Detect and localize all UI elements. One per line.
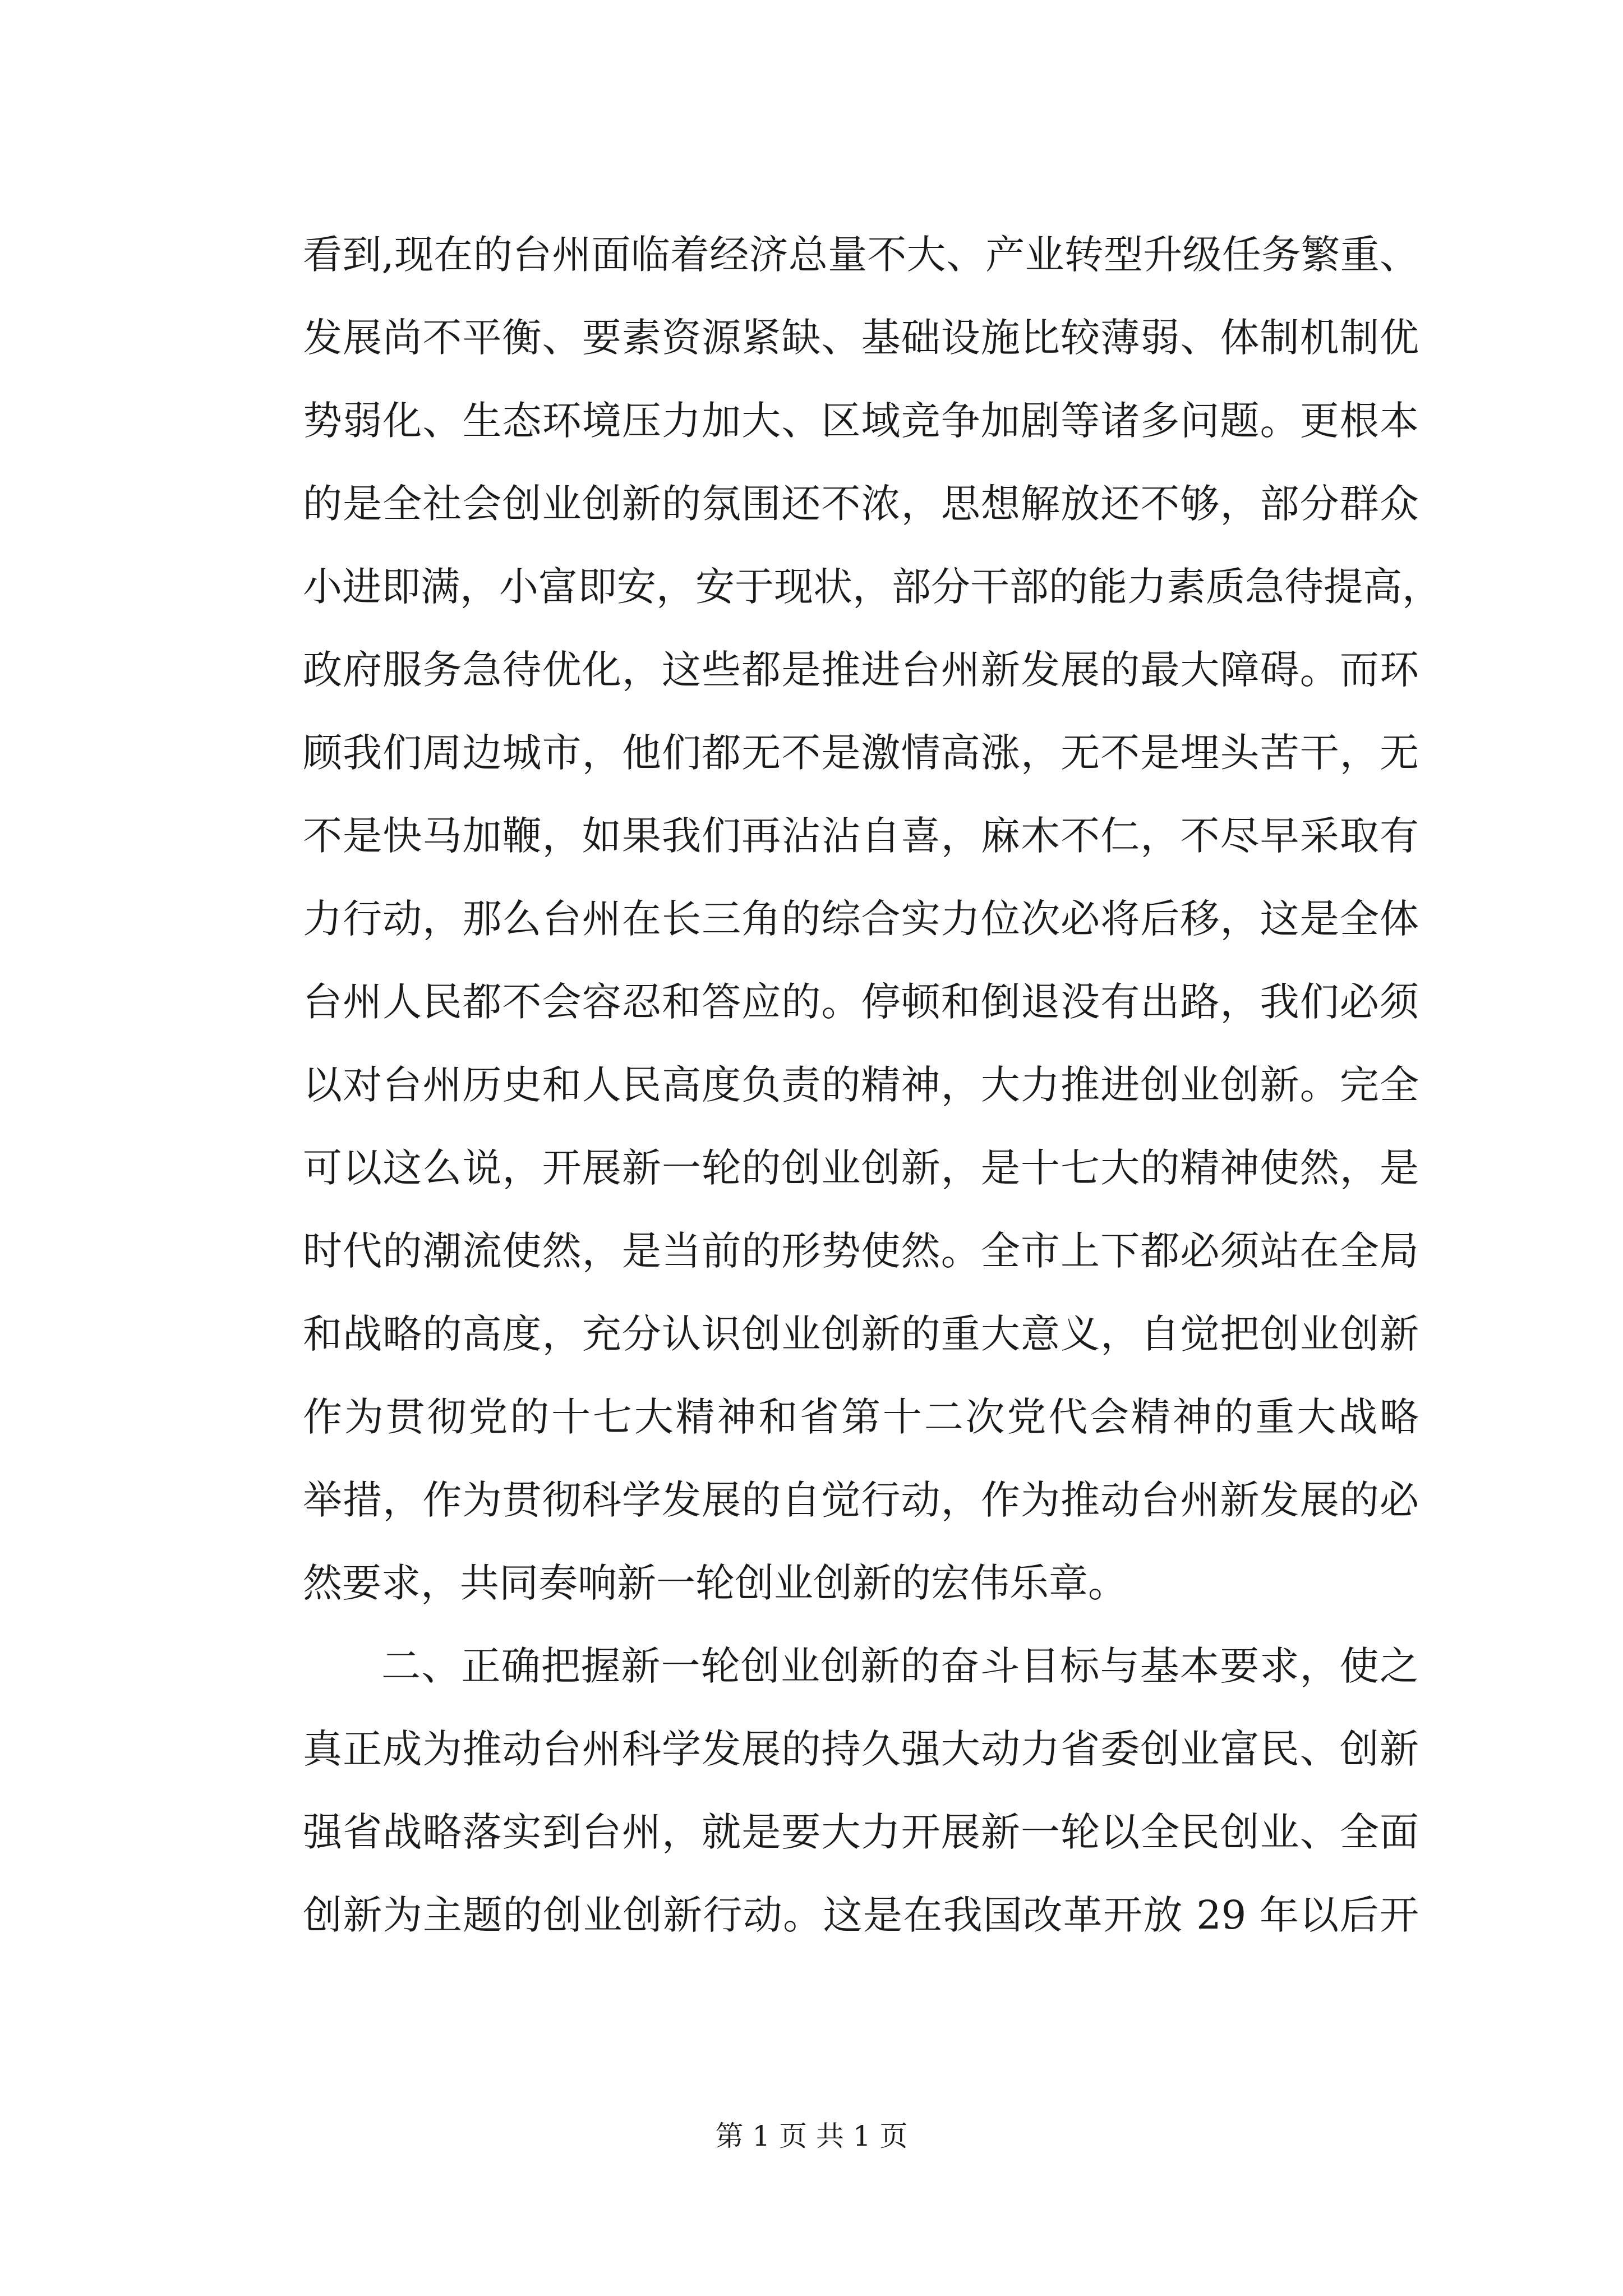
text-line: 力行动，那么台州在长三角的综合实力位次必将后移，这是全体: [303, 896, 1419, 942]
text-line: 不是快马加鞭，如果我们再沾沾自喜，麻木不仁，不尽早采取有: [303, 813, 1419, 859]
text-line: 时代的潮流使然，是当前的形势使然。全市上下都必须站在全局: [303, 1228, 1419, 1274]
text-line: 小进即满，小富即安，安于现状，部分干部的能力素质急待提高，: [303, 564, 1441, 610]
text-line: 真正成为推动台州科学发展的持久强大动力省委创业富民、创新: [303, 1726, 1419, 1772]
text-line: 台州人民都不会容忍和答应的。停顿和倒退没有出路，我们必须: [303, 979, 1419, 1025]
page-number-label: 第 1 页 共 1 页: [715, 2120, 908, 2152]
text-line: 强省战略落实到台州，就是要大力开展新一轮以全民创业、全面: [303, 1809, 1419, 1855]
paragraph-end-line: 然要求，共同奏响新一轮创业创新的宏伟乐章。: [303, 1560, 1127, 1606]
section-heading-line: 二、正确把握新一轮创业创新的奋斗目标与基本要求，使之: [381, 1643, 1419, 1689]
text-line: 的是全社会创业创新的氛围还不浓，思想解放还不够，部分群众: [303, 481, 1419, 527]
body-text: [303, 213, 1441, 1957]
text-line: 以对台州历史和人民高度负责的精神，大力推进创业创新。完全: [303, 1062, 1419, 1108]
text-line: 发展尚不平衡、要素资源紧缺、基础设施比较薄弱、体制机制优: [303, 315, 1419, 361]
text-line: 势弱化、生态环境压力加大、区域竞争加剧等诸多问题。更根本: [303, 398, 1419, 444]
text-line: 作为贯彻党的十七大精神和省第十二次党代会精神的重大战略: [303, 1394, 1419, 1440]
text-line: 可以这么说，开展新一轮的创业创新，是十七大的精神使然，是: [303, 1145, 1419, 1191]
text-line: 顾我们周边城市，他们都无不是激情高涨，无不是埋头苦干，无: [303, 730, 1419, 776]
text-line: 看到,现在的台州面临着经济总量不大、产业转型升级任务繁重、: [303, 232, 1419, 278]
text-line: 政府服务急待优化，这些都是推进台州新发展的最大障碍。而环: [303, 647, 1419, 693]
page-footer: [0, 2119, 1623, 2153]
text-line: 和战略的高度，充分认识创业创新的重大意义，自觉把创业创新: [303, 1311, 1419, 1357]
text-line: 举措，作为贯彻科学发展的自觉行动，作为推动台州新发展的必: [303, 1477, 1419, 1523]
text-line: 创新为主题的创业创新行动。这是在我国改革开放 29 年以后开: [303, 1892, 1419, 1938]
